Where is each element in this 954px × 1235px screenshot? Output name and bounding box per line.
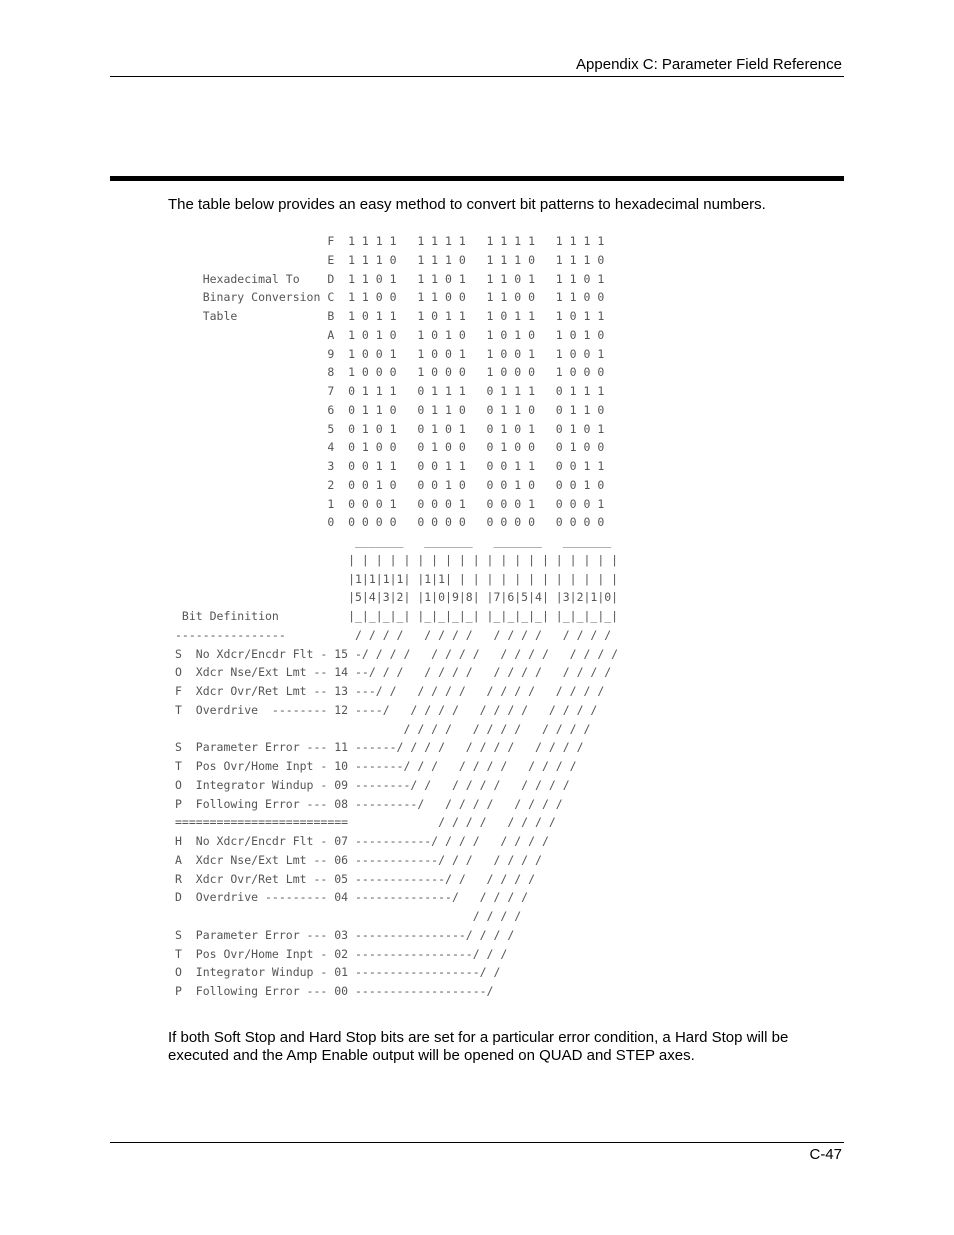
table-line: E 1 1 1 0 1 1 1 0 1 1 1 0 1 1 1 0 <box>175 252 605 267</box>
table-line: ---------------- / / / / / / / / / / / / / / / / <box>175 627 612 642</box>
table-line: Bit Definition |_|_|_|_| |_|_|_|_| |_|_|_|_| |_|_|_|_| <box>175 609 619 623</box>
table-line: 8 1 0 0 0 1 0 0 0 1 0 0 0 1 0 0 0 <box>175 365 605 380</box>
table-line: R Xdcr Ovr/Ret Lmt -- 05 -------------/ / / / / / <box>175 871 536 886</box>
table-line: Table B 1 0 1 1 1 0 1 1 1 0 1 1 1 0 1 1 <box>175 309 605 323</box>
table-line: H No Xdcr/Encdr Flt - 07 -----------/ / / / / / / / <box>175 834 549 848</box>
table-line: S Parameter Error --- 03 ----------------/ / / / <box>175 927 515 942</box>
table-line: P Following Error --- 08 ---------/ / / / / / / / / <box>175 796 563 811</box>
table-line: F Xdcr Ovr/Ret Lmt -- 13 ---/ / / / / / / / / / / / / / <box>175 684 605 698</box>
table-line: / / / / / / / / / / / / <box>175 721 591 736</box>
footer-rule <box>110 1142 844 1143</box>
running-header: Appendix C: Parameter Field Reference <box>576 56 842 73</box>
table-line: A Xdcr Nse/Ext Lmt -- 06 ------------/ / / / / / / <box>175 852 542 867</box>
table-line: D Overdrive --------- 04 --------------/ / / / / <box>175 890 529 905</box>
table-line: T Pos Ovr/Home Inpt - 02 -----------------/ / / <box>175 946 508 961</box>
table-line: S No Xdcr/Encdr Flt - 15 -/ / / / / / / / / / / / / / / / <box>175 646 619 661</box>
table-line: 6 0 1 1 0 0 1 1 0 0 1 1 0 0 1 1 0 <box>175 402 605 417</box>
table-line: 0 0 0 0 0 0 0 0 0 0 0 0 0 0 0 0 0 <box>175 515 605 530</box>
table-line: S Parameter Error --- 11 ------/ / / / / / / / / / / / <box>175 740 584 755</box>
table-line: 2 0 0 1 0 0 0 1 0 0 0 1 0 0 0 1 0 <box>175 477 605 492</box>
table-line: 1 0 0 0 1 0 0 0 1 0 0 0 1 0 0 0 1 <box>175 496 605 511</box>
table-line: O Xdcr Nse/Ext Lmt -- 14 --/ / / / / / / / / / / / / / / <box>175 665 612 680</box>
table-line: 4 0 1 0 0 0 1 0 0 0 1 0 0 0 1 0 0 <box>175 440 605 455</box>
table-line: Binary Conversion C 1 1 0 0 1 1 0 0 1 1 0 0 1 1 0 0 <box>175 290 605 305</box>
table-line: O Integrator Windup - 01 ------------------/ / <box>175 965 501 980</box>
table-line: | | | | | | | | | | | | | | | | | | | | <box>175 552 619 567</box>
table-line: O Integrator Windup - 09 --------/ / / / / / / / / / <box>175 777 570 792</box>
table-line: |1|1|1|1| |1|1| | | | | | | | | | | | | <box>175 571 619 586</box>
table-line: T Pos Ovr/Home Inpt - 10 -------/ / / / / / / / / / / <box>175 759 577 773</box>
table-line: 9 1 0 0 1 1 0 0 1 1 0 0 1 1 0 0 1 <box>175 346 605 361</box>
page-number: C-47 <box>809 1146 842 1163</box>
table-line: / / / / <box>175 909 522 923</box>
hard-stop-note: If both Soft Stop and Hard Stop bits are set for a particular error condition, a Hard Stop will be executed and the Amp Enable output will be opened on QUAD and STEP axes. <box>168 1029 789 1064</box>
table-line: P Following Error --- 00 -------------------/ <box>175 984 494 998</box>
table-line: ========================= / / / / / / / / <box>175 815 556 830</box>
section-rule <box>110 176 844 181</box>
table-line: |5|4|3|2| |1|0|9|8| |7|6|5|4| |3|2|1|0| <box>175 590 619 605</box>
table-line: A 1 0 1 0 1 0 1 0 1 0 1 0 1 0 1 0 <box>175 327 605 342</box>
table-line: 3 0 0 1 1 0 0 1 1 0 0 1 1 0 0 1 1 <box>175 459 605 473</box>
hex-binary-conversion-table <box>175 232 618 1001</box>
table-line: T Overdrive -------- 12 ----/ / / / / / / / / / / / / <box>175 702 598 717</box>
table-line: _______ _______ _______ _______ <box>175 534 612 548</box>
table-line: F 1 1 1 1 1 1 1 1 1 1 1 1 1 1 1 1 <box>175 234 605 248</box>
table-line: 5 0 1 0 1 0 1 0 1 0 1 0 1 0 1 0 1 <box>175 421 605 436</box>
header-rule <box>110 76 844 77</box>
table-line: 7 0 1 1 1 0 1 1 1 0 1 1 1 0 1 1 1 <box>175 384 605 398</box>
intro-paragraph: The table below provides an easy method to convert bit patterns to hexadecimal numbers. <box>168 196 766 213</box>
table-line: Hexadecimal To D 1 1 0 1 1 1 0 1 1 1 0 1 1 1 0 1 <box>175 271 605 286</box>
